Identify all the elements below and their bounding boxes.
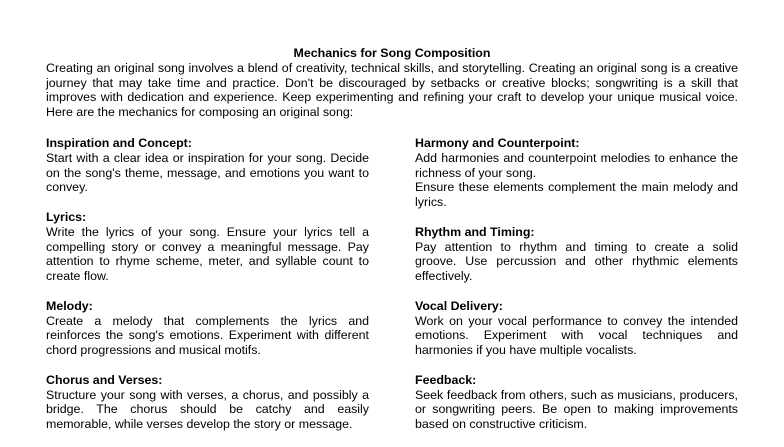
section-body: Pay attention to rhythm and timing to create a solid groove. Use percussion and other rhythmic elements effectively. (415, 239, 738, 284)
section-harmony (415, 136, 738, 210)
section-body: Create a melody that complements the lyrics and reinforces the song's emotions. Experiment with different chord progressions and musical motifs. (46, 313, 369, 358)
right-column (415, 136, 738, 447)
section-body: Seek feedback from others, such as musicians, producers, or songwriting peers. Be open to making improvements based on constructive criticism. (415, 387, 738, 432)
section-heading: Vocal Delivery: (415, 298, 503, 313)
section-body: Work on your vocal performance to convey the intended emotions. Experiment with vocal techniques and harmonies if you have multiple vocalists. (415, 313, 738, 358)
section-chorus-verses (46, 373, 369, 432)
section-heading: Chorus and Verses: (46, 372, 163, 387)
intro-paragraph: Creating an original song involves a blend of creativity, technical skills, and storytelling. Creating an original song is a creative journey that may take time and practice. Don't be discouraged by setbacks or creative blocks; songwriting is a skill that improves with dedication and experience. Keep experimenting and refining your craft to develop your unique musical voice. Here are the mechanics for composing an original song: (46, 60, 738, 120)
section-inspiration (46, 136, 369, 195)
section-rhythm (415, 225, 738, 284)
section-heading: Melody: (46, 298, 93, 313)
document-page (46, 46, 738, 432)
section-body: Write the lyrics of your song. Ensure your lyrics tell a compelling story or convey a meaningful message. Pay attention to rhyme scheme, meter, and syllable count to create flow. (46, 224, 369, 284)
left-column (46, 136, 369, 447)
section-body: Ensure these elements complement the main melody and lyrics. (415, 180, 738, 210)
section-lyrics (46, 210, 369, 284)
section-body: Structure your song with verses, a chorus, and possibly a bridge. The chorus should be catchy and easily memorable, while verses develop the story or message. (46, 387, 369, 432)
section-feedback (415, 373, 738, 432)
section-body: Add harmonies and counterpoint melodies to enhance the richness of your song. (415, 150, 738, 180)
section-vocal-delivery (415, 299, 738, 358)
section-body: Start with a clear idea or inspiration for your song. Decide on the song's theme, message, and emotions you want to convey. (46, 150, 369, 195)
section-melody (46, 299, 369, 358)
section-heading: Lyrics: (46, 209, 87, 224)
section-heading: Harmony and Counterpoint: (415, 136, 580, 150)
document-title: Mechanics for Song Composition (293, 46, 491, 60)
section-heading: Rhythm and Timing: (415, 224, 535, 239)
section-heading: Inspiration and Concept: (46, 136, 192, 150)
section-heading: Feedback: (415, 372, 477, 387)
